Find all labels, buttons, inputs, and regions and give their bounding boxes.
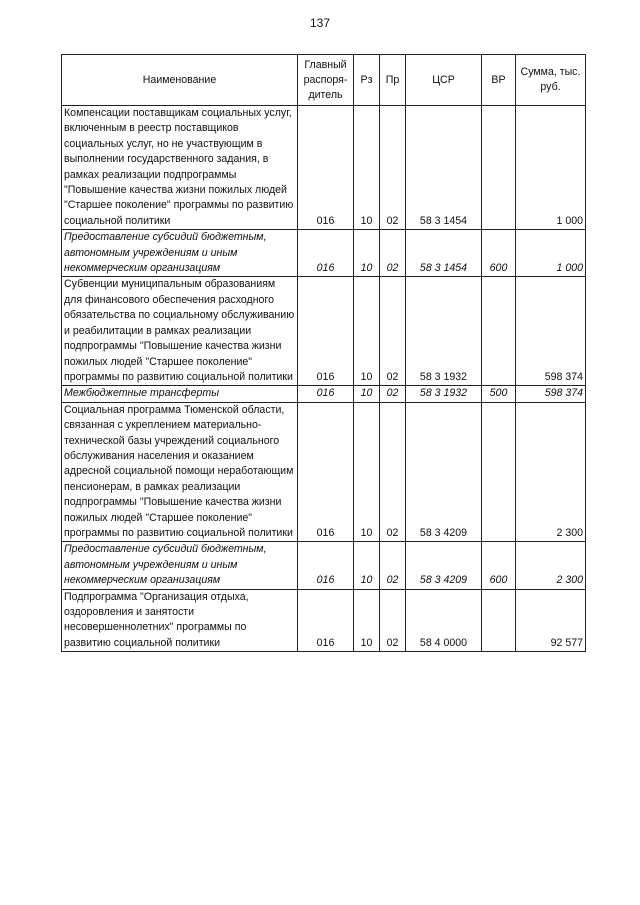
row-csr: 58 3 4209 (406, 402, 482, 542)
row-rz: 10 (354, 542, 380, 589)
row-rz: 10 (354, 106, 380, 230)
row-admin: 016 (298, 277, 354, 386)
header-vr: ВР (482, 55, 516, 106)
row-vr (482, 589, 516, 652)
row-sum: 92 577 (516, 589, 586, 652)
row-csr: 58 3 1454 (406, 230, 482, 277)
row-sum: 598 374 (516, 277, 586, 386)
row-vr (482, 402, 516, 542)
row-pr: 02 (380, 230, 406, 277)
row-vr: 600 (482, 230, 516, 277)
table-row (62, 589, 586, 652)
row-pr: 02 (380, 542, 406, 589)
row-admin: 016 (298, 386, 354, 402)
table-row (62, 277, 586, 386)
row-csr: 58 3 1932 (406, 386, 482, 402)
page-number: 137 (309, 16, 331, 30)
row-admin: 016 (298, 230, 354, 277)
row-vr (482, 106, 516, 230)
table-header-row (62, 55, 586, 106)
row-pr: 02 (380, 386, 406, 402)
row-name: Предоставление субсидий бюджетным, автономным учреждениям и иным некоммерческим организациям (62, 230, 298, 277)
table-row (62, 106, 586, 230)
row-name: Субвенции муниципальным образованиям для финансового обеспечения расходного обязательства по социальному обслуживанию и реабилитации в рамках реализации подпрограммы "Повышение качества жизни пожилых людей "Старшее поколение" программы по развитию социальной политики (62, 277, 298, 386)
row-admin: 016 (298, 106, 354, 230)
row-sum: 2 300 (516, 402, 586, 542)
header-sum: Сумма, тыс. руб. (516, 55, 586, 106)
row-sum: 2 300 (516, 542, 586, 589)
row-csr: 58 3 4209 (406, 542, 482, 589)
row-sum: 1 000 (516, 106, 586, 230)
row-csr: 58 4 0000 (406, 589, 482, 652)
row-rz: 10 (354, 230, 380, 277)
row-sum: 598 374 (516, 386, 586, 402)
row-admin: 016 (298, 402, 354, 542)
row-csr: 58 3 1932 (406, 277, 482, 386)
table-row (62, 542, 586, 589)
header-csr: ЦСР (406, 55, 482, 106)
row-name: Подпрограмма "Организация отдыха, оздоровления и занятости несовершеннолетних" программы по развитию социальной политики (62, 589, 298, 652)
row-name: Предоставление субсидий бюджетным, автономным учреждениям и иным некоммерческим организациям (62, 542, 298, 589)
row-admin: 016 (298, 589, 354, 652)
row-vr: 600 (482, 542, 516, 589)
header-rz: Рз (354, 55, 380, 106)
row-vr (482, 277, 516, 386)
row-rz: 10 (354, 589, 380, 652)
row-vr: 500 (482, 386, 516, 402)
table-row (62, 386, 586, 402)
header-pr: Пр (380, 55, 406, 106)
budget-table (61, 54, 586, 652)
row-pr: 02 (380, 589, 406, 652)
row-name: Социальная программа Тюменской области, связанная с укреплением материально-технической базы учреждений социального обслуживания населения и оказанием адресной социальной помощи неработающим пенсионерам, в рамках реализации подпрограммы "Повышение качества жизни пожилых людей "Старшее поколение" программы по развитию социальной политики (62, 402, 298, 542)
table-row (62, 230, 586, 277)
row-rz: 10 (354, 277, 380, 386)
row-sum: 1 000 (516, 230, 586, 277)
row-name: Компенсации поставщикам социальных услуг, включенным в реестр поставщиков социальных услуг, но не участвующим в выполнении государственного задания, в рамках реализации подпрограммы "Повышение качества жизни пожилых людей "Старшее поколение" программы по развитию социальной политики (62, 106, 298, 230)
row-pr: 02 (380, 277, 406, 386)
row-csr: 58 3 1454 (406, 106, 482, 230)
row-name: Межбюджетные трансферты (62, 386, 298, 402)
header-admin: Главный распоря-дитель (298, 55, 354, 106)
header-name: Наименование (62, 55, 298, 106)
row-pr: 02 (380, 402, 406, 542)
row-admin: 016 (298, 542, 354, 589)
table-row (62, 402, 586, 542)
row-rz: 10 (354, 386, 380, 402)
row-pr: 02 (380, 106, 406, 230)
row-rz: 10 (354, 402, 380, 542)
